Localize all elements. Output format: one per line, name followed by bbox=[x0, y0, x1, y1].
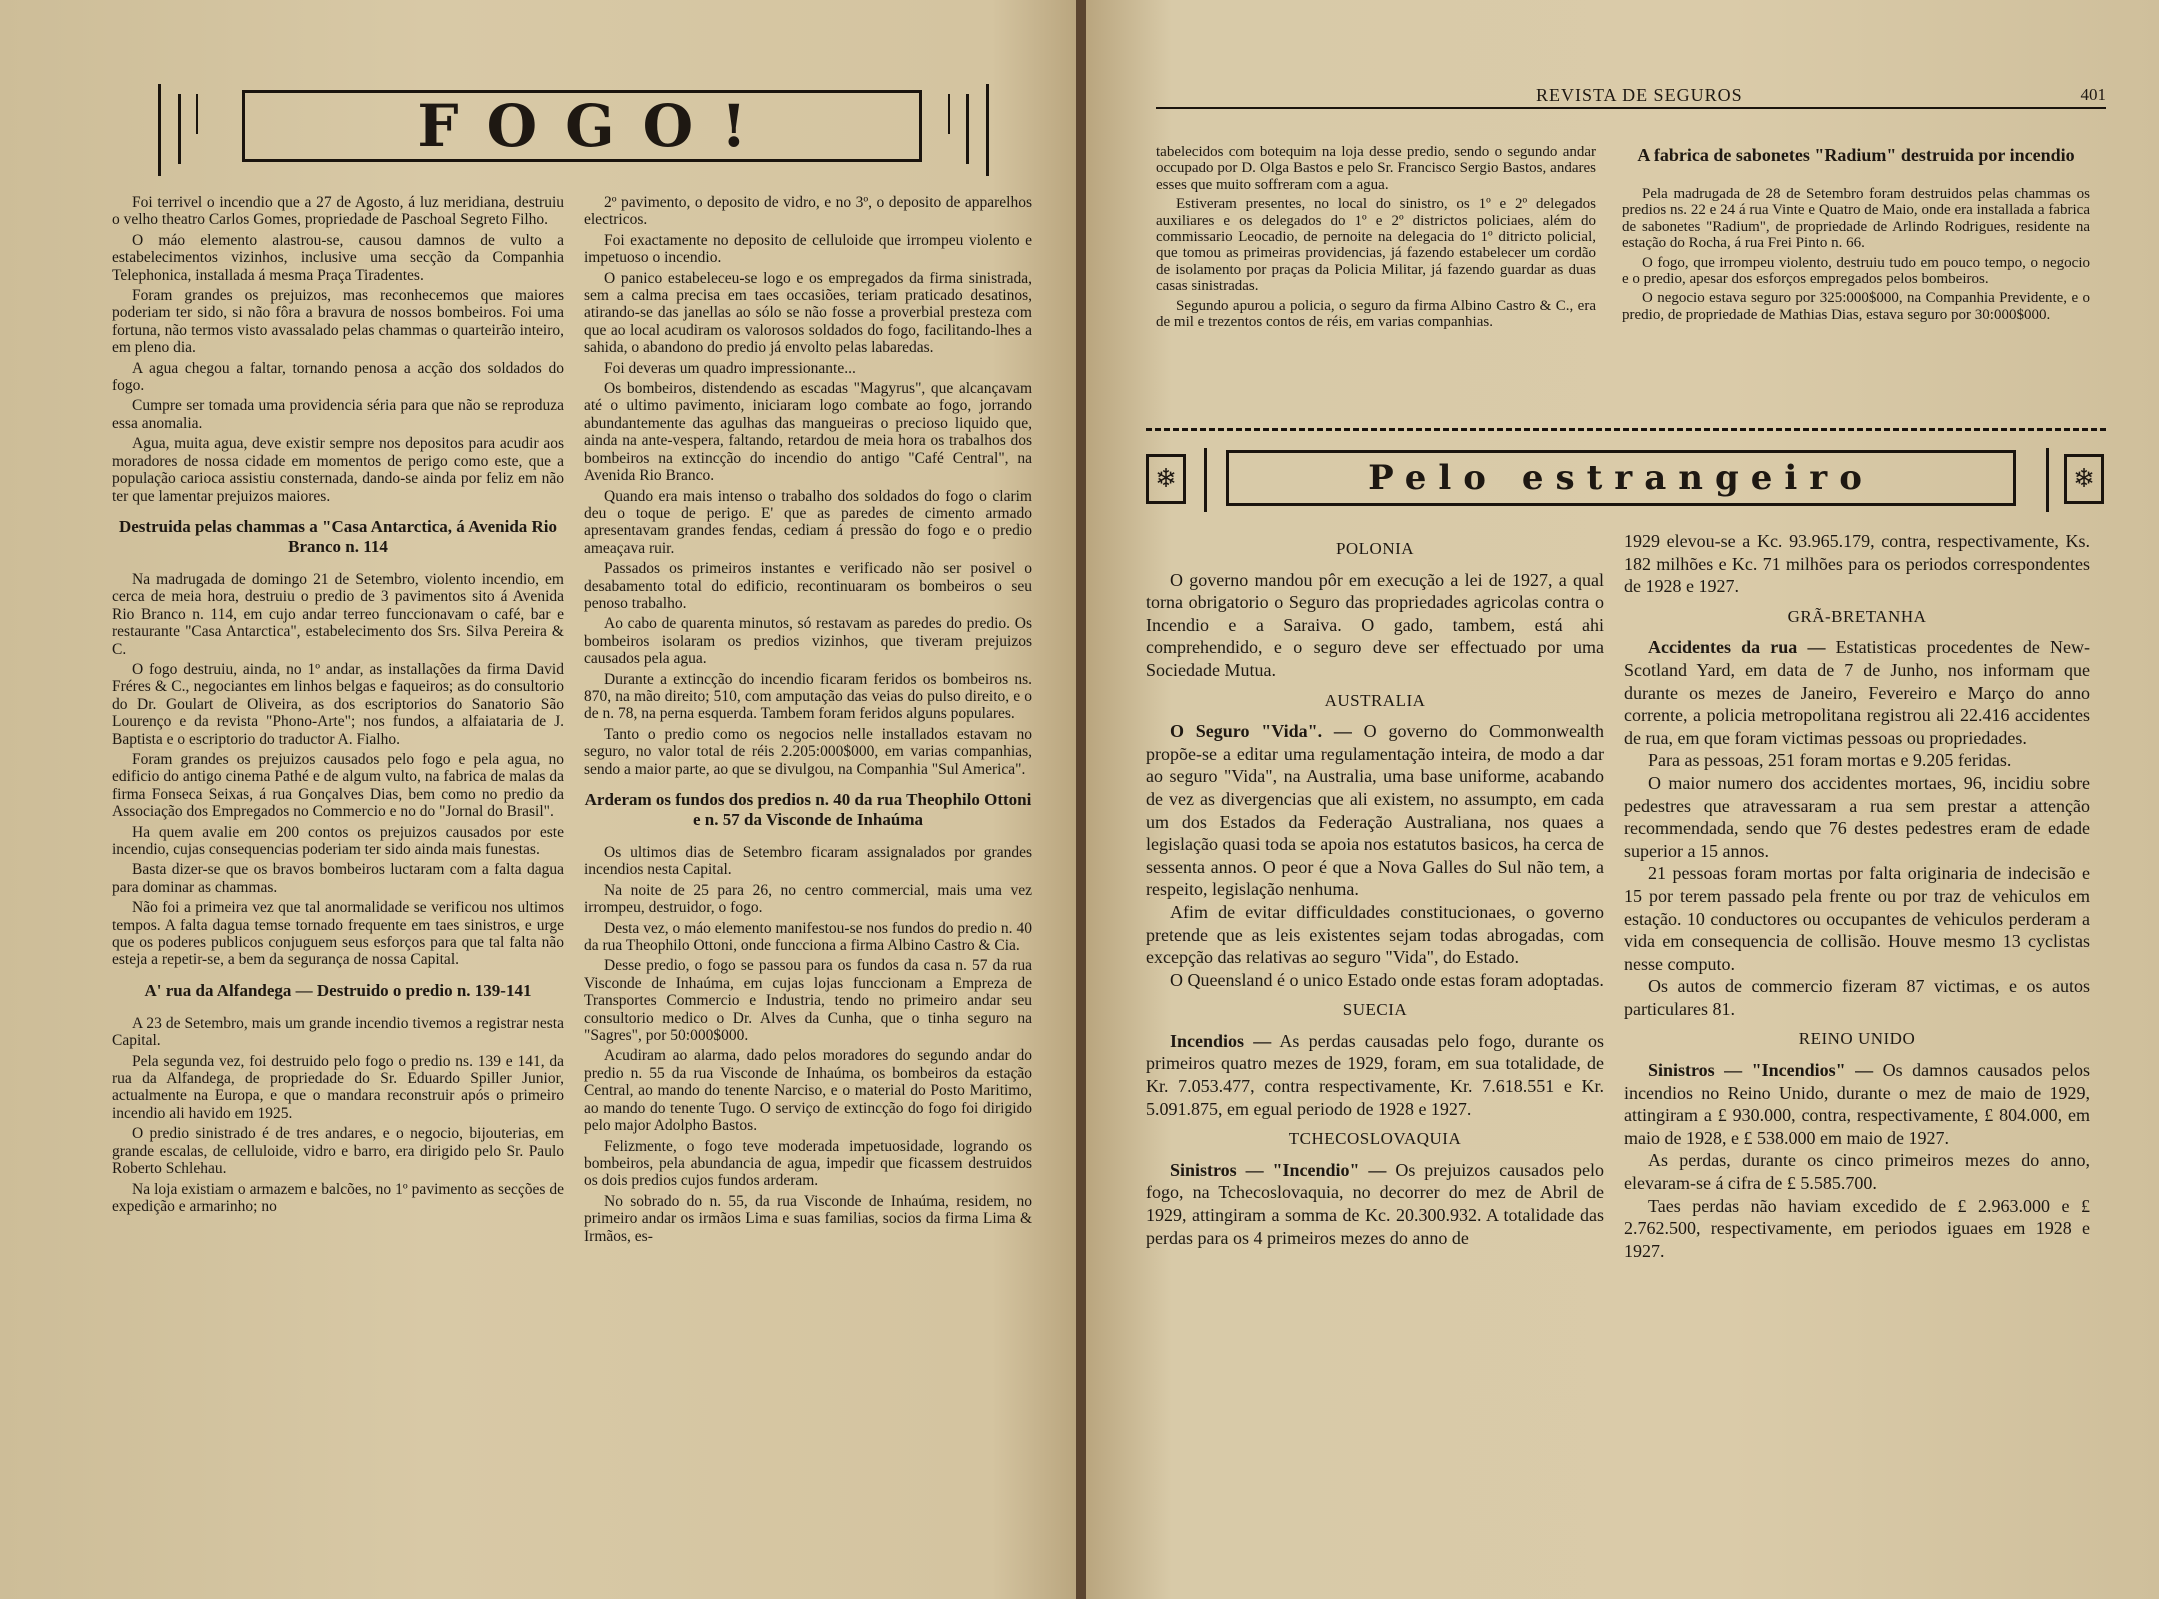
paragraph: Na loja existiam o armazem e balcões, no 1º pavimento as secções de expedição e armarinho; no bbox=[112, 1180, 564, 1215]
paragraph bbox=[1146, 1030, 1604, 1120]
paragraph: Para as pessoas, 251 foram mortas e 9.205 feridas. bbox=[1648, 750, 2012, 771]
paragraph: As perdas, durante os cinco primeiros mezes do anno, elevaram-se á cifra de £ 5.585.700. bbox=[1624, 1150, 2090, 1194]
asterisk-ornament-icon: ❄ bbox=[2064, 454, 2104, 504]
paragraph: 2º pavimento, o deposito de vidro, e no 3º, o deposito de apparelhos electricos. bbox=[584, 194, 1032, 229]
article-heading: A fabrica de sabonetes "Radium" destruida por incendio bbox=[1637, 145, 2075, 165]
paragraph: Estiveram presentes, no local do sinistro, os 1º e 2º delegados auxiliares e os delegados do 1º e 2º districtos policiaes, além do commissario Leocadio, de pernoite na delegacia do 1º ditricto policial, que tomou as primeiras providencias, já fazendo estabelecer um cordão de isolamento por praças da Policia Militar, já fazendo guardar as duas casas sinistradas. bbox=[1156, 196, 1596, 295]
paragraph: O Queensland é o unico Estado onde estas foram adoptadas. bbox=[1170, 969, 1604, 990]
lead-in: O Seguro "Vida". — bbox=[1170, 721, 1352, 742]
paragraph: Foram grandes os prejuizos causados pelo fogo e pela agua, no edificio do antigo cinema Pathé e de algum vulto, na fabrica de malas da firma Fonseca Seixas, á rua Gonçalves Dias, bem como no predio da Associação dos Empregados no Commercio e no do "Jornal do Brasil". bbox=[112, 750, 564, 821]
paragraph bbox=[1146, 720, 1604, 901]
paragraph: Os autos de commercio fizeram 87 victimas, e os autos particulares 81. bbox=[1624, 976, 2090, 1019]
right-bottom-column-1 bbox=[1146, 530, 1604, 1249]
paragraph-text: Estatisticas procedentes de New-Scotland Yard, em data de 7 de Junho, nos informam que durante os mezes de Janeiro, Fevereiro e Março do anno corrente, a policia metropolitana registrou ali 22.416 accidentes de rua, em que foram victimas pessoas ou propriedades. bbox=[1624, 637, 2090, 748]
fogo-title-box bbox=[242, 90, 922, 162]
paragraph: Felizmente, o fogo teve moderada impetuosidade, logrando os bombeiros, pela abundancia de agua, impedir que ficassem destruidos os dois predios cujos fundos arderam. bbox=[584, 1137, 1032, 1190]
section-divider bbox=[1146, 428, 2106, 431]
paragraph: Não foi a primeira vez que tal anormalidade se verificou nos ultimos tempos. A falta dagua temse tornado frequente em taes sinistros, e urge que os poderes publicos conjuguem seus esforços para que tal falta não esteja a repetir-se, a bem da segurança de nossa Capital. bbox=[112, 899, 564, 969]
paragraph: Os ultimos dias de Setembro ficaram assignalados por grandes incendios nesta Capital. bbox=[584, 844, 1032, 879]
paragraph: O maior numero dos accidentes mortaes, 96, incidiu sobre pedestres que atravessaram a rua sem prestar a attenção recommendada, sendo que 76 destes pedestres eram de edade superior a 15 annos. bbox=[1624, 772, 2090, 861]
country-heading: AUSTRALIA bbox=[1324, 690, 1426, 710]
left-page bbox=[0, 0, 1078, 1599]
paragraph: Acudiram ao alarma, dado pelos moradores do segundo andar do predio n. 55 da rua Visconde de Inhaúma, os bombeiros da estação Central, ao mando do tenente Narciso, e o material do Posto Maritimo, ao mando do tenente Tugo. O serviço de extincção do fogo foi dirigido pelo major Adolpho Bastos. bbox=[584, 1047, 1032, 1135]
paragraph bbox=[1624, 1059, 2090, 1149]
paragraph: Ha quem avalie em 200 contos os prejuizos causados por este incendio, cujas consequencias poderiam ter sido ainda mais funestas. bbox=[112, 823, 564, 858]
running-header bbox=[1156, 85, 2106, 109]
paragraph: Desse predio, o fogo se passou para os fundos da casa n. 57 da rua Visconde de Inhaúma, em cujas lojas funccionam a Empreza de Transportes Commercio e Industria, tendo no primeiro andar seu consultorio medico o Dr. Alves da Cunha, que o tinha seguro na "Sagres", por 50:000$000. bbox=[584, 957, 1032, 1045]
section-header bbox=[1146, 448, 2106, 520]
paragraph-text: Os damnos causados pelos incendios no Reino Unido, durante o mez de maio de 1929, attingiram a £ 930.000, contra, respectivamente, £ 804.000, em maio de 1928, e £ 538.000 em maio de 1927. bbox=[1624, 1060, 2091, 1148]
paragraph: Foi exactamente no deposito de celluloide que irrompeu violento e impetuoso o incendio. bbox=[584, 231, 1032, 267]
left-column-2 bbox=[584, 194, 1032, 1248]
lead-in: Sinistros — "Incendios" — bbox=[1648, 1060, 1874, 1081]
right-page bbox=[1086, 0, 2159, 1599]
paragraph: Na madrugada de domingo 21 de Setembro, violento incendio, em cerca de meia hora, destruiu o predio de 3 pavimentos sito á Avenida Rio Branco n. 114, em cujo andar terreo funccionavam o café, bar e restaurante "Casa Antarctica", estabelecimento dos Srs. Silva Pereira & C. bbox=[112, 570, 564, 658]
paragraph: Ao cabo de quarenta minutos, só restavam as paredes do predio. Os bombeiros isolaram os predios vizinhos, que tiveram prejuizos causados pela agua. bbox=[584, 615, 1032, 668]
country-heading: POLONIA bbox=[1335, 539, 1415, 558]
page-number: 401 bbox=[2080, 85, 2106, 104]
paragraph bbox=[1146, 1159, 1604, 1249]
paragraph: Passados os primeiros instantes e verificado não ser posivel o desabamento total do edificio, recontinuaram os bombeiros o seu penoso trabalho. bbox=[584, 560, 1032, 612]
paragraph: tabelecidos com botequim na loja desse predio, sendo o segundo andar occupado por D. Olga Bastos e pelo Sr. Francisco Sergio Bastos, andares esses que muito soffreram com a agua. bbox=[1156, 144, 1596, 193]
paragraph: A agua chegou a faltar, tornando penosa a acção dos soldados do fogo. bbox=[112, 359, 564, 395]
paragraph-text: O governo do Commonwealth propõe-se a editar uma regulamentação inteira, de modo a dar ao seguro "Vida", na Australia, uma base uniforme, acabando de vez as divergencias que ali existem, no assumpto, em cada um dos Estados da Federação Australiana, nos quaes a legislação quasi toda se apoia nos estatutos basicos, ha cerca de sessenta annos. O peor é que a Nova Galles do Sul não tem, a respeito, legislação nenhuma. bbox=[1146, 721, 1604, 900]
country-heading: GRÃ-BRETANHA bbox=[1787, 606, 1927, 626]
paragraph: Os bombeiros, distendendo as escadas "Magyrus", que alcançavam até o ultimo pavimento, iniciaram logo combate ao fogo, jorrando abundantemente das agulhas das mangueiras o precioso liquido que, ainda na ante-vespera, faltando, retardou de meia hora os trabalhos dos bombeiros na extincção do incendio do antigo "Café Central", na Avenida Rio Branco. bbox=[584, 380, 1032, 485]
section-title-box bbox=[1226, 450, 2016, 506]
journal-title: REVISTA DE SEGUROS bbox=[1536, 85, 1743, 105]
paragraph: O negocio estava seguro por 325:000$000, na Companhia Previdente, e o predio, de propriedade de Mathias Dias, estava seguro por 30:000$000. bbox=[1622, 290, 2090, 323]
paragraph: Na noite de 25 para 26, no centro commercial, mais uma vez irrompeu, destruidor, o fogo. bbox=[584, 881, 1032, 917]
paragraph: Foram grandes os prejuizos, mas reconhecemos que maiores poderiam ter sido, si não fôra a bravura de nossos bombeiros. Foi uma fortuna, não termos visto avassalado pelas chammas o quarteirão inteiro, em pleno dia. bbox=[112, 287, 564, 357]
paragraph: Cumpre ser tomada uma providencia séria para que não se reproduza essa anomalia. bbox=[112, 397, 564, 432]
paragraph-text: Os prejuizos causados pelo fogo, na Tchecoslovaquia, no decorrer do mez de Abril de 1929, attingiram a somma de Kc. 20.300.932. A totalidade das perdas para os 4 primeiros mezes do anno de bbox=[1146, 1159, 1604, 1248]
paragraph: A 23 de Setembro, mais um grande incendio tivemos a registrar nesta Capital. bbox=[112, 1014, 564, 1050]
paragraph: O fogo, que irrompeu violento, destruiu tudo em pouco tempo, o negocio e o predio, apesar dos esforços empregados pelos bombeiros. bbox=[1622, 254, 2090, 288]
paragraph: Durante a extincção do incendio ficaram feridos os bombeiros ns. 870, na mão direito; 510, com amputação das veias do pulso direito, e o de n. 78, na perna esquerda. Tambem foram feridos alguns populares. bbox=[584, 670, 1032, 723]
article-heading: Arderam os fundos dos predios n. 40 da rua Theophilo Ottoni e n. 57 da Visconde de Inhaúma bbox=[584, 790, 1032, 829]
paragraph: O fogo destruiu, ainda, no 1º andar, as installações da firma David Fréres & C., negociantes em linhos belgas e faqueiros; as do consultorio do Dr. Goulart de Oliveira, as dos escriptorios do Sanatorio São Lourenço e da revista "Phono-Arte"; nos fundos, a alfaiataria de J. Baptista e o escriptorio do traductor A. Fialho. bbox=[112, 660, 564, 748]
right-top-column-2 bbox=[1622, 144, 2090, 326]
paragraph: No sobrado do n. 55, da rua Visconde de Inhaúma, residem, no primeiro andar os irmãos Lima e suas familias, socios da firma Lima & Irmãos, es- bbox=[584, 1192, 1032, 1245]
paragraph: Desta vez, o máo elemento manifestou-se nos fundos do predio n. 40 da rua Theophilo Ottoni, onde funcciona a firma Albino Castro & Cia. bbox=[584, 919, 1032, 955]
right-top-column-1 bbox=[1156, 144, 1596, 333]
paragraph: Foi deveras um quadro impressionante... bbox=[604, 359, 856, 377]
paragraph: Afim de evitar difficuldades constitucionaes, o governo pretende que as leis existentes sejam todas abrogadas, com excepção das relativas ao seguro "Vida", do Estado. bbox=[1146, 901, 1604, 968]
paragraph: Quando era mais intenso o trabalho dos soldados do fogo o clarim deu o toque de perigo. E' que as paredes de cimento armado apresentavam grandes fendas, cediam á pressão do fogo e o predio ameaçava ruir. bbox=[584, 487, 1032, 557]
right-bottom-column-2 bbox=[1624, 530, 2090, 1262]
fogo-header bbox=[150, 84, 1022, 182]
paragraph: 1929 elevou-se a Kc. 93.965.179, contra, respectivamente, Ks. 182 milhões e Kc. 71 milhões para os periodos correspondentes de 1928 e 1927. bbox=[1624, 531, 2090, 597]
article-heading: A' rua da Alfandega — Destruido o predio n. 139-141 bbox=[144, 980, 532, 1000]
article-heading: Destruida pelas chammas a "Casa Antarctica, á Avenida Rio Branco n. 114 bbox=[118, 516, 558, 556]
paragraph: 21 pessoas foram mortas por falta originaria de indecisão e 15 por terem passado pela frente ou por traz de vehiculos em estação. 10 conductores ou occupantes de vehiculos perderam a vida em consequencia de collisão. Houve mesmo 13 cyclistas nesse computo. bbox=[1624, 863, 2090, 974]
paragraph: Basta dizer-se que os bravos bombeiros luctaram com a falta dagua para dominar as chammas. bbox=[112, 861, 564, 896]
section-title: Pelo estrangeiro bbox=[1368, 458, 1874, 498]
paragraph: Agua, muita agua, deve existir sempre nos depositos para acudir aos moradores de nossa cidade em momentos de perigo como este, que a população carioca assistiu consternada, dando-se ainda por feliz em não ter que lamentar prejuizos maiores. bbox=[112, 435, 564, 505]
country-heading: SUECIA bbox=[1342, 1000, 1408, 1020]
paragraph: Pela madrugada de 28 de Setembro foram destruidos pelas chammas os predios ns. 22 e 24 á rua Vinte e Quatro de Maio, onde era installada a fabrica de sabonetes "Radium", de propriedade de Arlindo Rodrigues, residente na estação do Rocha, á rua Frei Pinto n. 66. bbox=[1622, 186, 2090, 252]
lead-in: Accidentes da rua — bbox=[1648, 637, 1826, 658]
paragraph: O governo mandou pôr em execução a lei de 1927, a qual torna obrigatorio o Seguro das propriedades agricolas contra o Incendio e a Saraiva. O gado, tambem, está ahi comprehendido, e o seguro deve ser effectuado por uma Sociedade Mutua. bbox=[1146, 569, 1604, 680]
paragraph: Segundo apurou a policia, o seguro da firma Albino Castro & C., era de mil e trezentos contos de réis, em varias companhias. bbox=[1156, 297, 1596, 331]
country-heading: TCHECOSLOVAQUIA bbox=[1288, 1129, 1462, 1149]
paragraph: Pela segunda vez, foi destruido pelo fogo o predio ns. 139 e 141, da rua da Alfandega, de propriedade do Sr. Eduardo Spiller Junior, actualmente na Europa, e que o mandara reconstruir após o primeiro incendio ali havido em 1925. bbox=[112, 1052, 564, 1122]
paragraph: O máo elemento alastrou-se, causou damnos de vulto a estabelecimentos vizinhos, inclusive uma secção da Companhia Telephonica, installada á mesma Praça Tiradentes. bbox=[112, 231, 564, 284]
paragraph bbox=[1624, 636, 2090, 749]
paragraph: Foi terrivel o incendio que a 27 de Agosto, á luz meridiana, destruiu o velho theatro Carlos Gomes, propriedade de Paschoal Segreto Filho. bbox=[112, 194, 564, 229]
left-column-1 bbox=[112, 194, 564, 1218]
paragraph: O panico estabeleceu-se logo e os empregados da firma sinistrada, sem a calma precisa em taes occasiões, teriam praticado desatinos, atirando-se das janellas ao sólo se não fosse a proverbial presteza com que ao local acudiram os valorosos soldados do fogo, facilitando-lhes a sahida, o abandono do predio já envolto pelas labaredas. bbox=[584, 269, 1032, 357]
lead-in: Sinistros — "Incendio" — bbox=[1170, 1159, 1387, 1180]
paragraph: Taes perdas não haviam excedido de £ 2.963.000 e £ 2.762.500, respectivamente, em periodos iguaes em 1928 e 1927. bbox=[1624, 1195, 2090, 1261]
lead-in: Incendios — bbox=[1170, 1030, 1272, 1051]
paragraph: Tanto o predio como os negocios nelle installados estavam no seguro, no valor total de réis 2.205:000$000, em varias companhias, sendo a maior parte, ao que se divulgou, na Companhia "Sul America". bbox=[584, 725, 1032, 778]
country-heading: REINO UNIDO bbox=[1798, 1029, 1916, 1049]
page-title: FOGO! bbox=[417, 92, 775, 160]
paragraph: O predio sinistrado é de tres andares, e o negocio, bijouterias, em grande escalas, de celluloide, vidro e barro, era dirigido pelo Sr. Paulo Roberto Schlehau. bbox=[112, 1125, 564, 1178]
paragraph-text: As perdas causadas pelo fogo, durante os primeiros quatro mezes de 1929, foram, em sua totalidade, de Kr. 7.053.477, contra respectivamente, Kr. 7.618.551 e Kr. 5.091.875, em egual periodo de 1928 e 1927. bbox=[1146, 1030, 1604, 1119]
asterisk-ornament-icon: ❄ bbox=[1146, 454, 1186, 504]
